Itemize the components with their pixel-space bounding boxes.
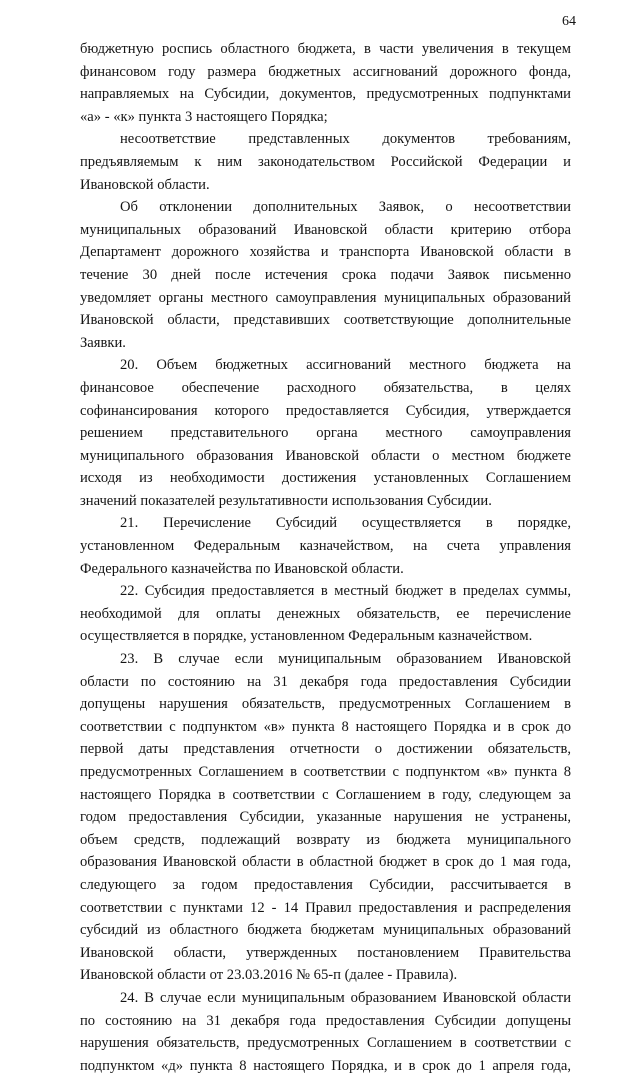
text-line: Заявки. [80,334,126,351]
text-line: исходя из необходимости достижения установленных Соглашением [80,470,571,487]
text-line: 23. В случае если муниципальным образованием Ивановской [120,651,571,668]
text-line: первой даты представления отчетности о достижении обязательств, [80,741,571,758]
text-line: финансовом году размера бюджетных ассигнований дорожного фонда, [80,63,571,80]
text-line: несоответствие представленных документов требованиям, [120,131,571,148]
text-line: уведомляет органы местного самоуправления муниципальных образований [80,289,571,306]
text-line: 24. В случае если муниципальным образованием Ивановской области [120,989,571,1006]
text-line: подпунктом «д» пункта 8 настоящего Порядка, и в срок до 1 апреля года, [80,1057,571,1074]
text-line: Ивановской области. [80,176,210,193]
text-line: Федерального казначейства по Ивановской области. [80,560,404,577]
text-line: области по состоянию на 31 декабря года предоставления Субсидии [80,673,571,690]
document-body [80,38,571,1077]
text-line: соответствии с подпунктом «в» пункта 8 настоящего Порядка и в срок до [80,718,571,735]
text-line: допущены нарушения обязательств, предусмотренных Соглашением в [80,696,571,713]
text-line: течение 30 дней после истечения срока подачи Заявок письменно [80,266,571,283]
text-line: 22. Субсидия предоставляется в местный бюджет в пределах суммы, [120,583,571,600]
text-line: субсидий из областного бюджета бюджетам муниципальных образований [80,922,571,939]
text-line: годом предоставления Субсидии, указанные нарушения не устранены, [80,809,571,826]
text-line: Об отклонении дополнительных Заявок, о несоответствии [120,199,571,216]
text-line: нарушения обязательств, предусмотренных Соглашением в соответствии с [80,1035,571,1052]
text-line: софинансирования которого предоставляется Субсидия, утверждается [80,402,571,419]
text-line: осуществляется в порядке, установленном Федеральным казначейством. [80,628,533,645]
text-line: Департамент дорожного хозяйства и транспорта Ивановской области в [80,244,571,261]
text-line: направляемых на Субсидии, документов, предусмотренных подпунктами [80,86,571,103]
text-line: финансовое обеспечение расходного обязательства, в целях [80,379,571,396]
text-line: необходимой для оплаты денежных обязательств, ее перечисление [80,605,571,622]
text-line: решением представительного органа местного самоуправления [80,425,571,442]
text-line: настоящего Порядка в соответствии с Соглашением в году, следующем за [80,786,571,803]
text-line: муниципальных образований Ивановской области критерию отбора [80,221,571,238]
text-line: установленном Федеральным казначейством, на счета управления [80,538,571,555]
text-line: предусмотренных Соглашением в соответствии с подпунктом «в» пункта 8 [80,764,571,780]
text-line: соответствии с пунктами 12 - 14 Правил предоставления и распределения [80,899,571,916]
text-line: Ивановской области, представивших соответствующие дополнительные [80,312,571,329]
text-line: значений показателей результативности использования Субсидии. [80,492,492,509]
text-line: следующего за годом предоставления Субсидии, рассчитывается в [80,876,571,893]
text-line: объем средств, подлежащий возврату из бюджета муниципального [80,831,571,848]
text-line: по состоянию на 31 декабря года предоставления Субсидии допущены [80,1012,571,1029]
text-line: 21. Перечисление Субсидий осуществляется в порядке, [120,515,571,532]
text-line: предъявляемым к ним законодательством Российской Федерации и [80,153,571,170]
text-line: муниципального образования Ивановской области о местном бюджете [80,447,571,464]
page-number: 64 [562,14,576,29]
text-line: Ивановской области, утвержденных постановлением Правительства [80,944,571,961]
text-line: «а» - «к» пункта 3 настоящего Порядка; [80,108,328,125]
text-line: 20. Объем бюджетных ассигнований местного бюджета на [120,357,571,374]
text-line: образования Ивановской области в областной бюджет в срок до 1 мая года, [80,854,571,871]
text-line: бюджетную роспись областного бюджета, в части увеличения в текущем [80,41,571,57]
text-line: Ивановской области от 23.03.2016 № 65-п (далее - Правила). [80,967,458,984]
